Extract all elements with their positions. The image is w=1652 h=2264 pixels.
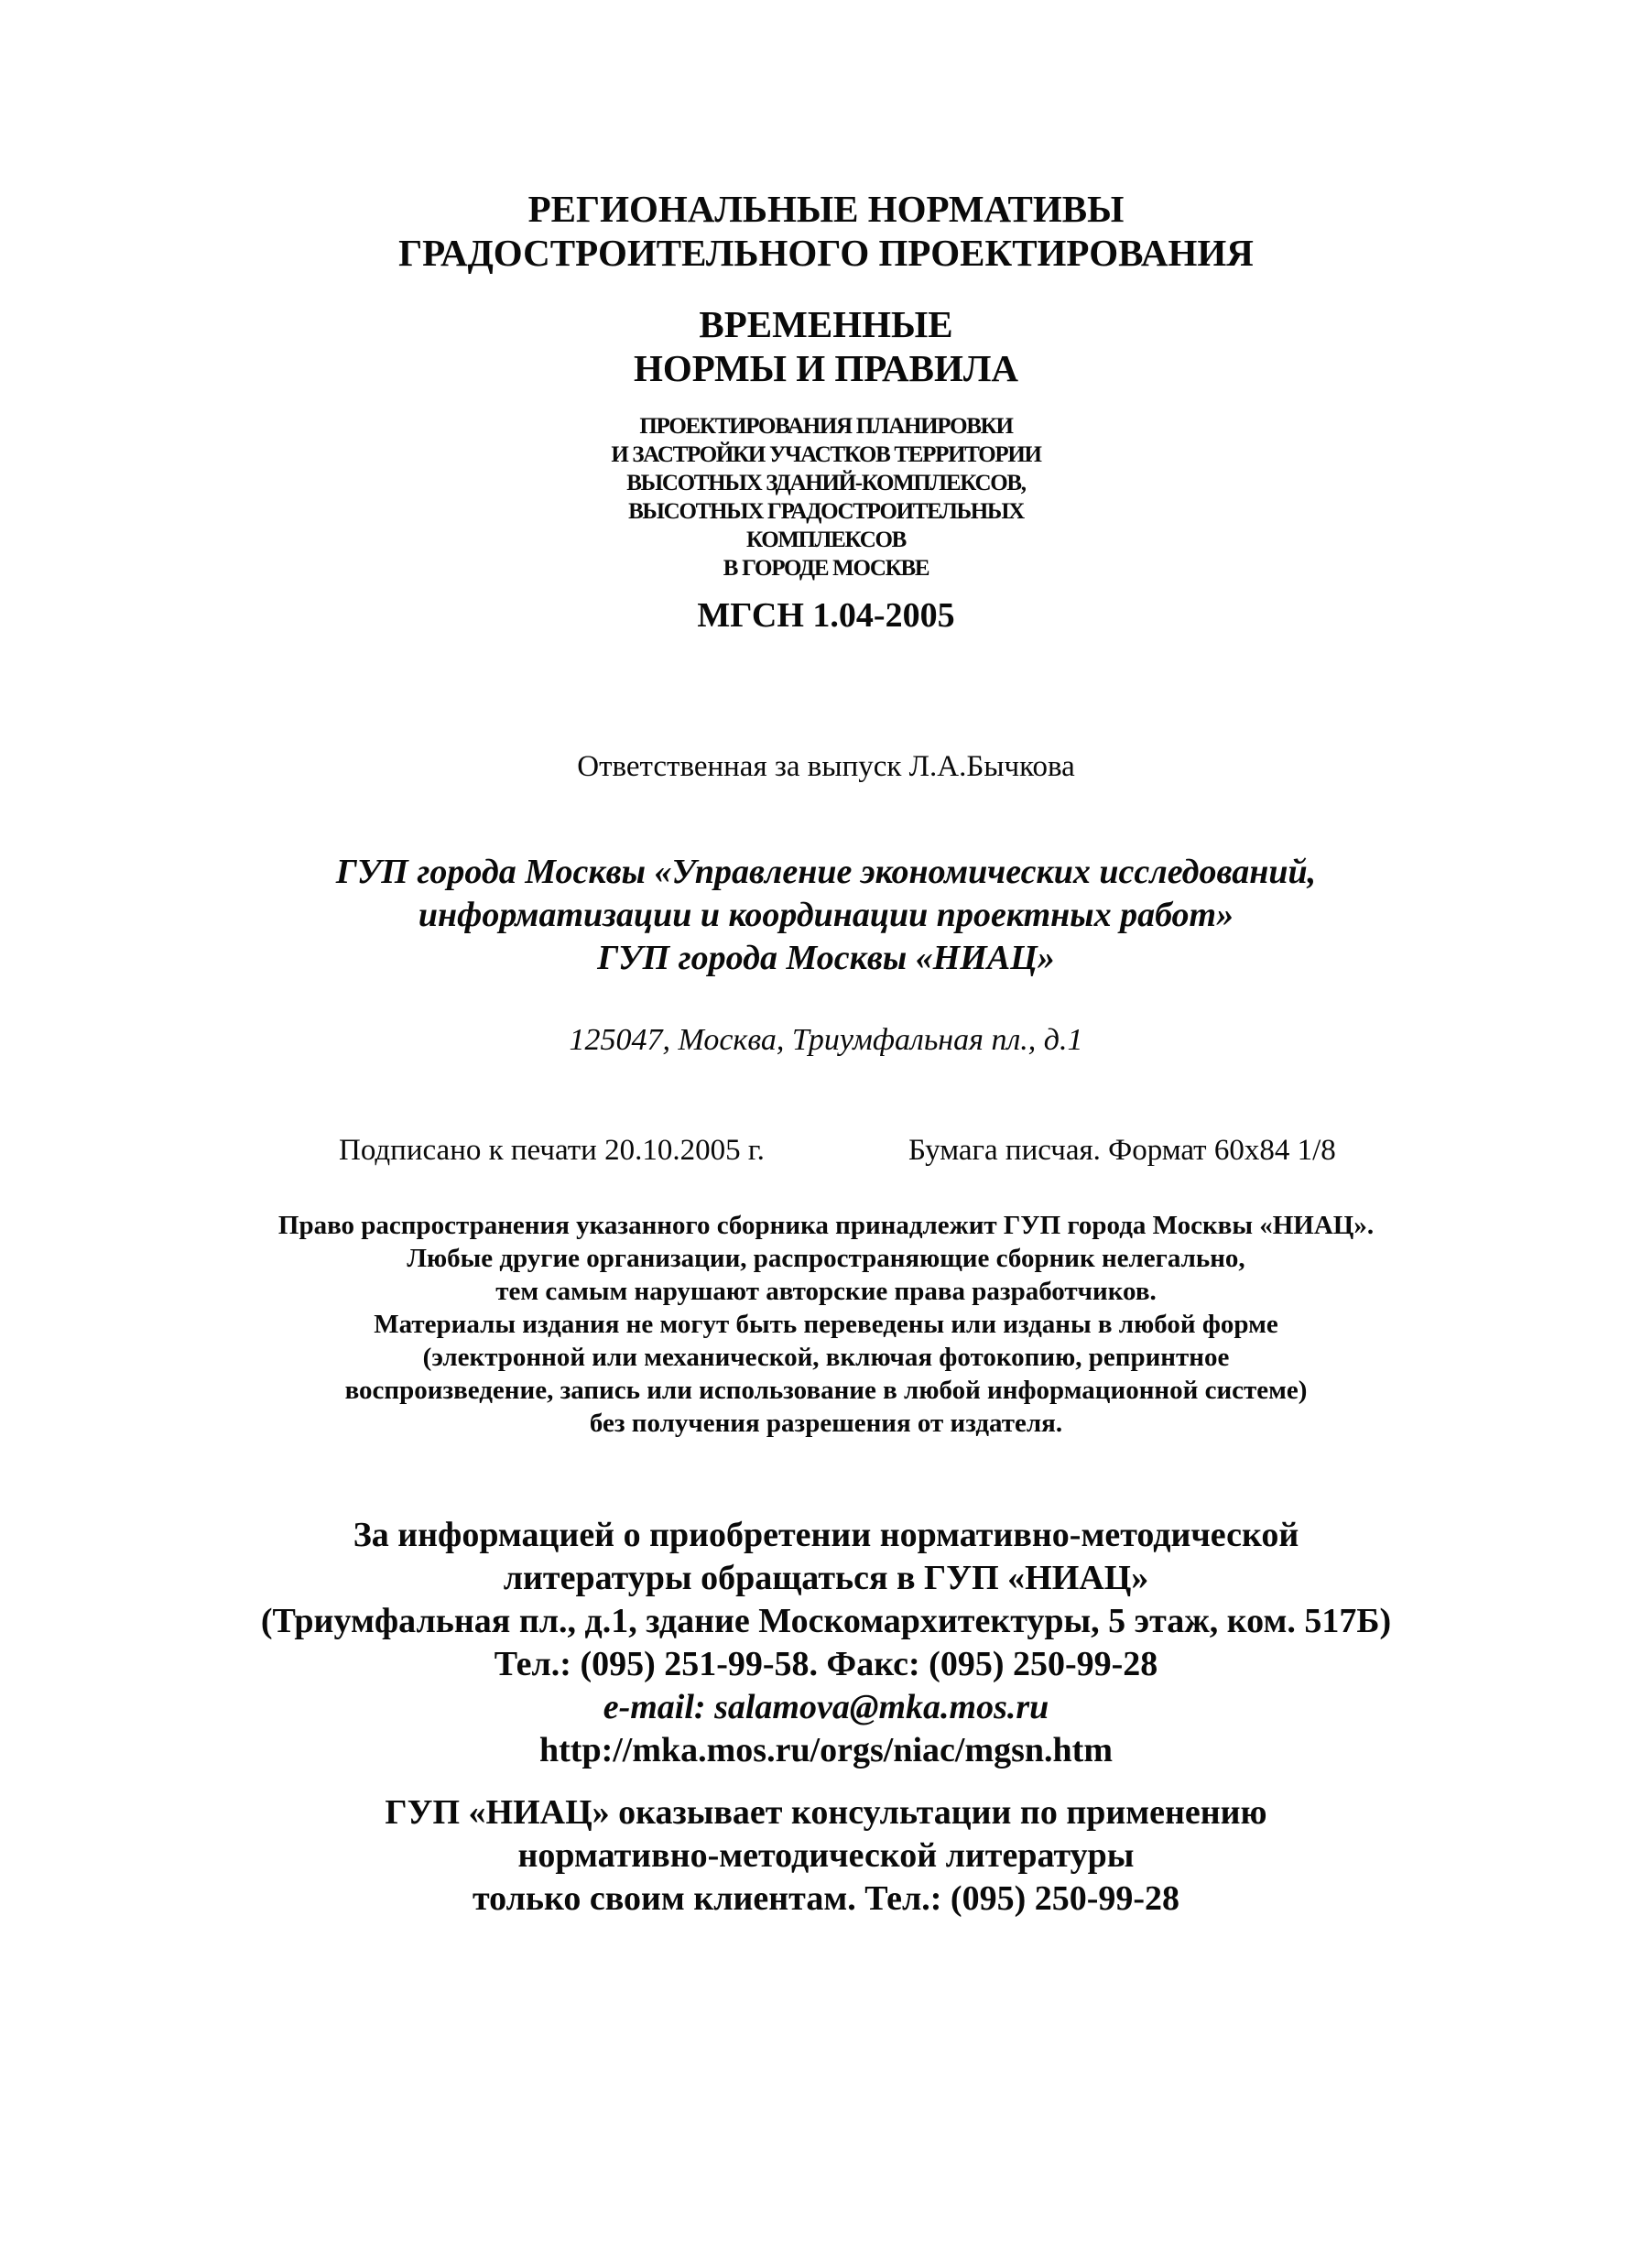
subtitle-line: НОРМЫ И ПРАВИЛА [633, 347, 1019, 389]
scope-line: В ГОРОДЕ МОСКВЕ [723, 556, 929, 581]
publisher-block [0, 851, 1652, 980]
rights-notice [0, 1209, 1652, 1440]
rights-line: воспроизведение, запись или использование в любой информационной системе) [344, 1376, 1308, 1405]
document-code [0, 595, 1652, 636]
consultation-notice [0, 1791, 1652, 1921]
rights-line: Материалы издания не могут быть переведены или изданы в любой форме [374, 1310, 1278, 1339]
email-label: e-mail: [603, 1688, 706, 1726]
scope-line: ВЫСОТНЫХ ЗДАНИЙ-КОМПЛЕКСОВ, [626, 471, 1026, 495]
rights-line: (электронной или механической, включая фотокопию, репринтное [422, 1343, 1230, 1372]
email-link[interactable]: salamova@mka.mos.ru [714, 1688, 1049, 1726]
scope-line: И ЗАСТРОЙКИ УЧАСТКОВ ТЕРРИТОРИИ [611, 442, 1041, 467]
paper-format: Бумага писчая. Формат 60x84 1/8 [908, 1134, 1336, 1167]
publisher-line: информатизации и координации проектных работ» [418, 896, 1234, 934]
website-link[interactable]: http://mka.mos.ru/orgs/niac/mgsn.htm [539, 1731, 1113, 1769]
responsible-editor [0, 748, 1652, 785]
publisher-line: ГУП города Москвы «Управление экономических исследований, [335, 853, 1317, 891]
rights-line: Право распространения указанного сборника принадлежит ГУП города Москвы «НИАЦ». [277, 1211, 1375, 1240]
consult-line: нормативно-методической литературы [517, 1836, 1135, 1875]
scope-line: ВЫСОТНЫХ ГРАДОСТРОИТЕЛЬНЫХ [628, 499, 1024, 524]
document-title [0, 187, 1652, 275]
scope-line: КОМПЛЕКСОВ [746, 528, 906, 552]
subtitle-line: ВРЕМЕННЫЕ [699, 303, 953, 345]
publisher-address [0, 1021, 1652, 1060]
document-scope [0, 412, 1652, 582]
title-line: ГРАДОСТРОИТЕЛЬНОГО ПРОЕКТИРОВАНИЯ [398, 232, 1254, 274]
consult-line: ГУП «НИАЦ» оказывает консультации по применению [385, 1793, 1267, 1832]
rights-line: тем самым нарушают авторские права разработчиков. [495, 1277, 1157, 1306]
contact-line: литературы обращаться в ГУП «НИАЦ» [503, 1559, 1149, 1597]
rights-line: без получения разрешения от издателя. [589, 1409, 1063, 1438]
document-code-text: МГСН 1.04-2005 [697, 596, 955, 635]
contact-phone-fax: Тел.: (095) 251-99-58. Факс: (095) 250-99-28 [494, 1645, 1158, 1683]
responsible-editor-text: Ответственная за выпуск Л.А.Бычкова [577, 750, 1075, 783]
consult-line: только своим клиентам. Тел.: (095) 250-99-28 [472, 1879, 1180, 1918]
document-subtitle [0, 302, 1652, 390]
scope-line: ПРОЕКТИРОВАНИЯ ПЛАНИРОВКИ [639, 414, 1013, 439]
contact-block [0, 1514, 1652, 1772]
contact-line: За информацией о приобретении нормативно-методической [353, 1516, 1299, 1554]
publisher-line: ГУП города Москвы «НИАЦ» [597, 939, 1055, 977]
print-signed-date: Подписано к печати 20.10.2005 г. [339, 1134, 765, 1167]
rights-line: Любые другие организации, распространяющие сборник нелегально, [407, 1244, 1245, 1273]
title-line: РЕГИОНАЛЬНЫЕ НОРМАТИВЫ [527, 188, 1125, 230]
publisher-address-text: 125047, Москва, Триумфальная пл., д.1 [569, 1023, 1083, 1057]
contact-address: (Триумфальная пл., д.1, здание Москомархитектуры, 5 этаж, ком. 517Б) [260, 1602, 1392, 1640]
contact-email-row [0, 1686, 1652, 1729]
